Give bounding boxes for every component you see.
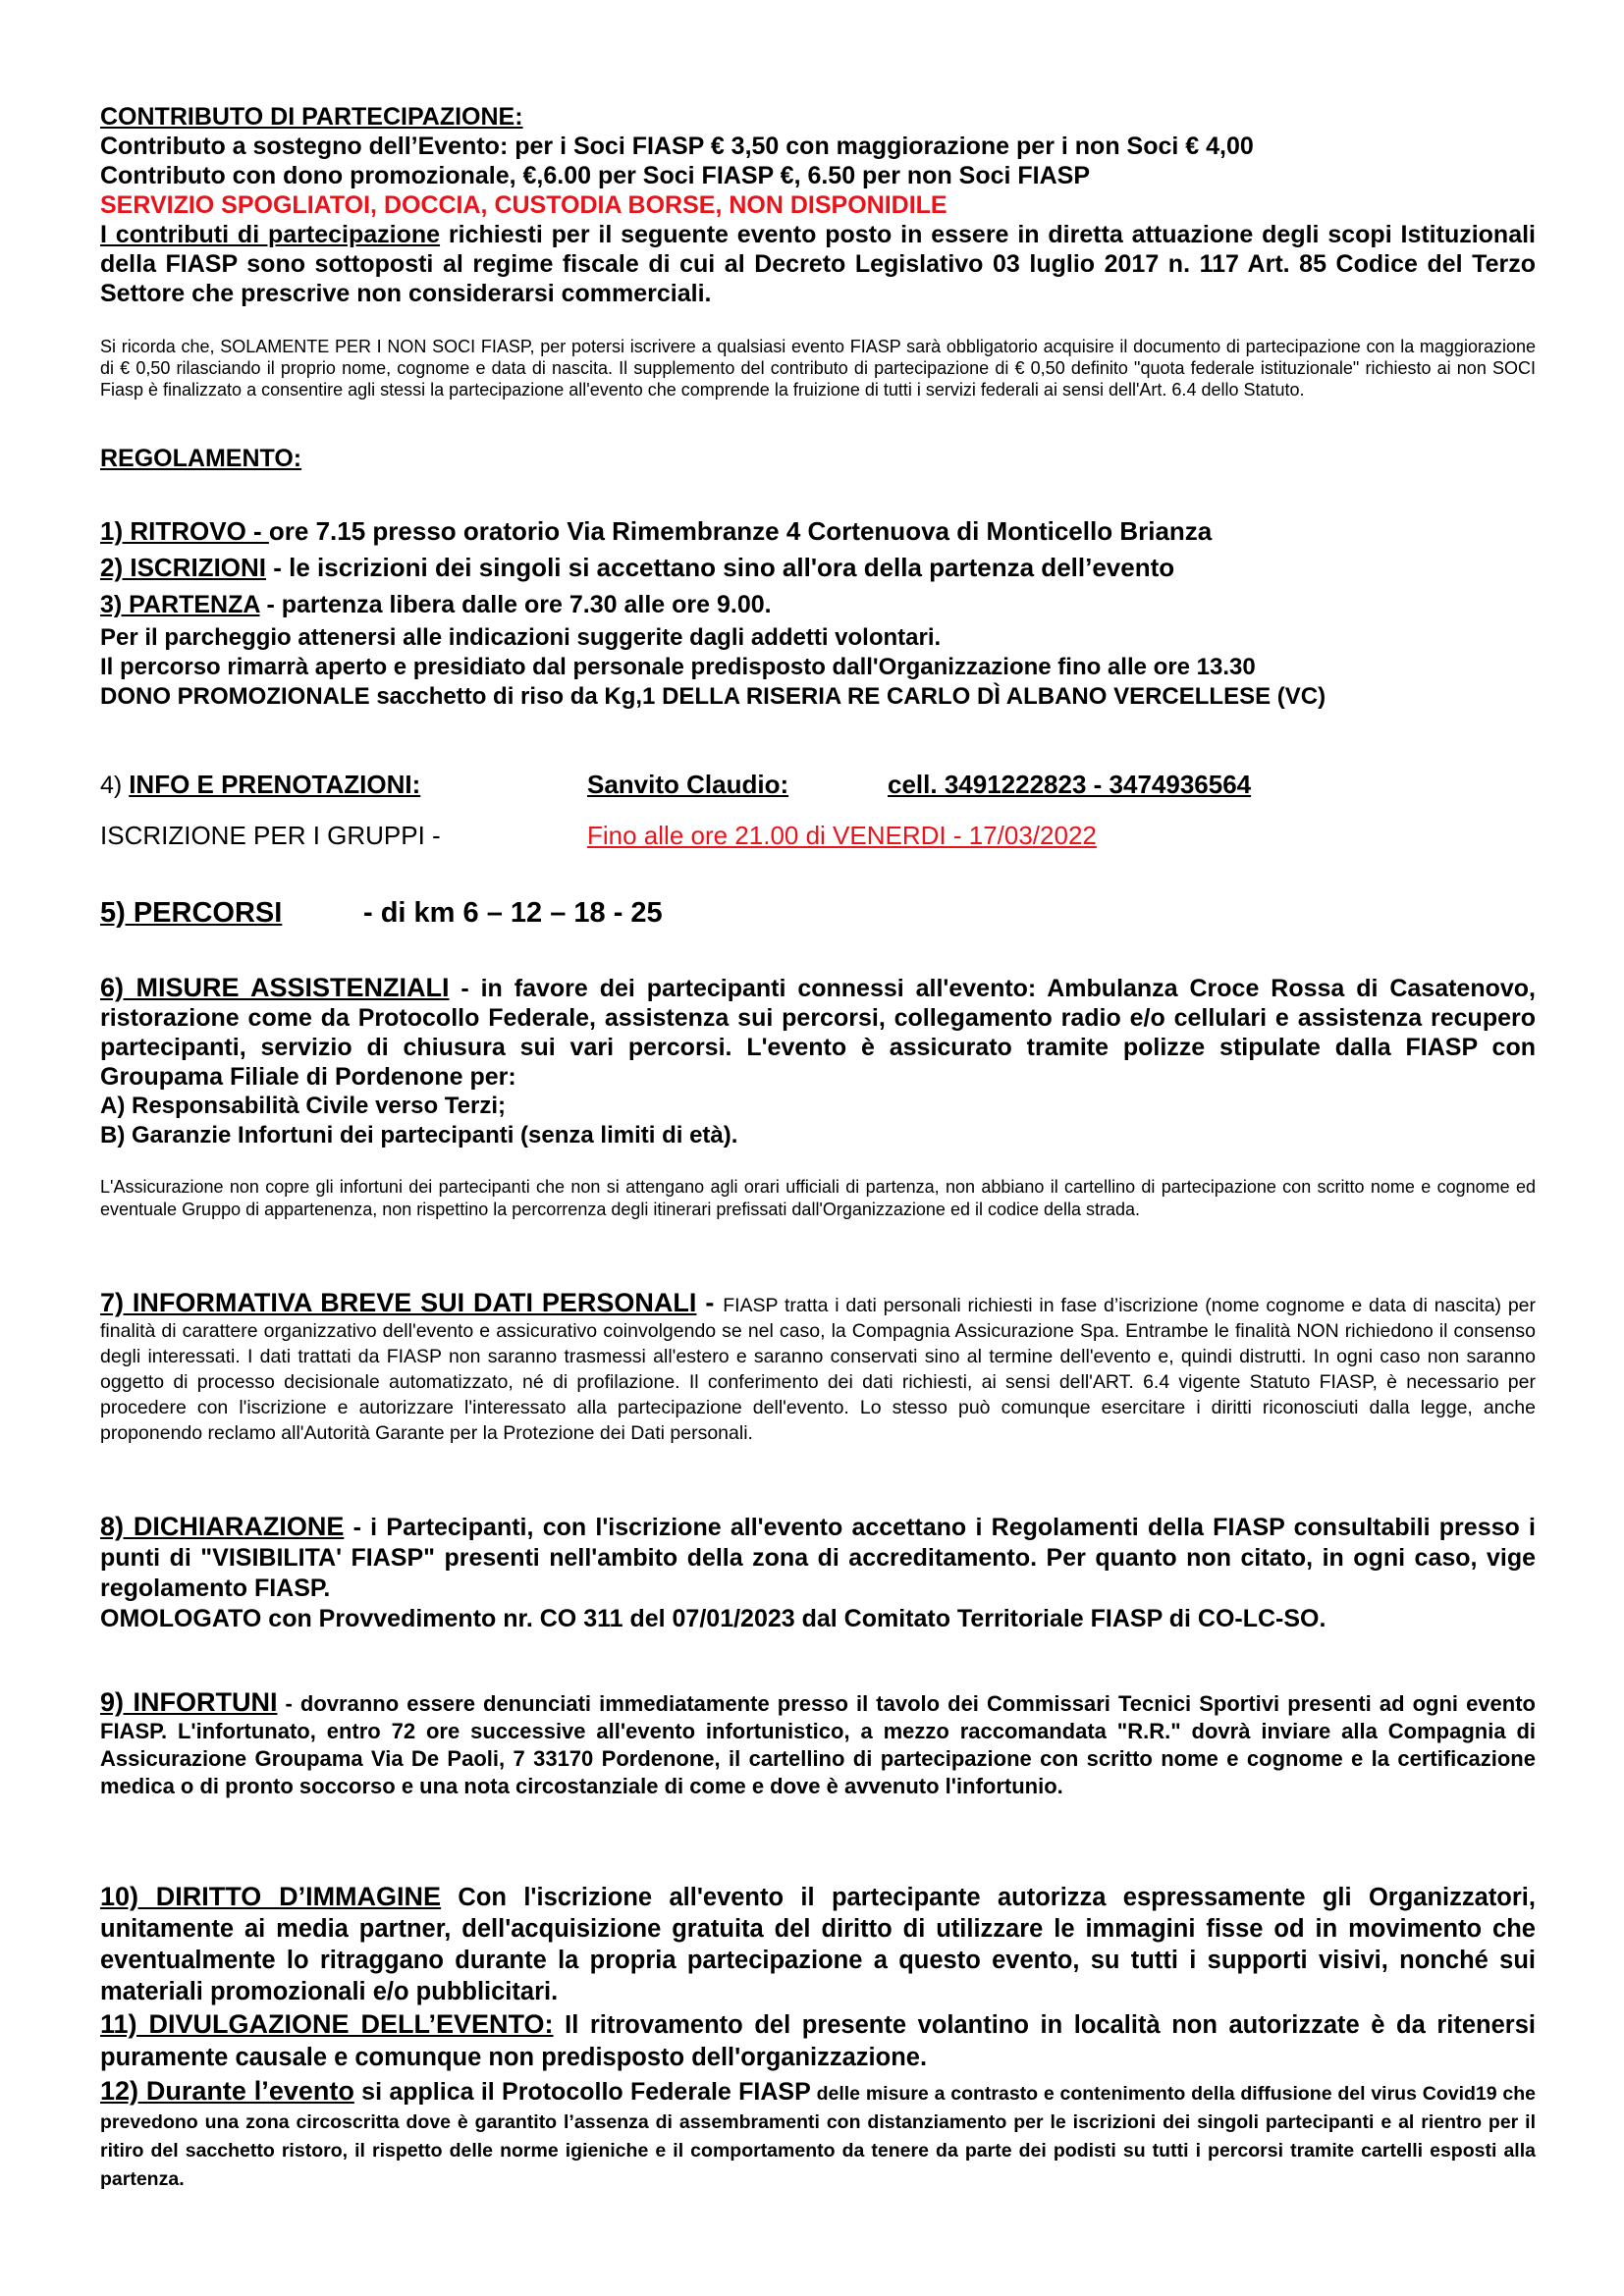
parcheggio-line: Per il parcheggio attenersi alle indicazioni suggerite dagli addetti volontari. <box>100 624 942 651</box>
informativa-section <box>100 1290 1536 1446</box>
durante-section <box>100 2077 1536 2194</box>
partenza-head: 3) PARTENZA <box>100 591 260 618</box>
contributo-line-2: Contributo con dono promozionale, €,6.00 per Soci FIASP €, 6.50 per non Soci FIASP <box>100 162 1091 189</box>
percorsi-head: 5) PERCORSI <box>100 897 283 929</box>
infortuni-section <box>100 1688 1536 1800</box>
info-row <box>100 768 1536 802</box>
iscrizioni-head: 2) ISCRIZIONI <box>100 553 267 582</box>
dichiarazione-text: - i Partecipanti, con l'iscrizione all'evento accettano i Regolamenti della FIASP consultabili presso i punti di "VISIBILITA' FIASP" presenti nell'ambito della zona di accreditamento. Per quanto non citato, in ogni caso, vige regolamento FIASP. <box>100 1514 1536 1602</box>
gruppi-deadline: Fino alle ore 21.00 di VENERDI - 17/03/2022 <box>587 821 1097 850</box>
durante-head: 12) Durante l’evento <box>100 2076 354 2106</box>
gruppi-row <box>100 819 1536 852</box>
contributo-title: CONTRIBUTO DI PARTECIPAZIONE: <box>100 103 523 131</box>
misure-section <box>100 973 1536 1150</box>
durante-text-big: si applica il Protocollo Federale FIASP <box>353 2078 811 2106</box>
percorsi-row <box>100 895 1536 931</box>
info-phones: cell. 3491222823 - 3474936564 <box>888 770 1252 799</box>
contributo-section <box>100 102 1536 308</box>
iscrizioni-line <box>100 549 1536 586</box>
info-contact: Sanvito Claudio: <box>587 770 789 799</box>
divulgazione-head: 11) DIVULGAZIONE DELL’EVENTO: <box>100 2009 554 2039</box>
misure-text: - in favore dei partecipanti connessi all'evento: Ambulanza Croce Rossa di Casatenovo, ristorazione come da Protocollo Federale, assistenza sui percorsi, collegamento radio e/o cellulari e assistenza recupero partecipanti, servizio di chiusura sui vari percorsi. L'evento è assicurato tramite polizze stipulate dalla FIASP con Groupama Filiale di Pordenone per: <box>100 975 1537 1091</box>
iscrizioni-text: - le iscrizioni dei singoli si accettano sino all'ora della partenza dell’evento <box>266 553 1175 582</box>
misure-note: L'Assicurazione non copre gli infortuni dei partecipanti che non si attengano agli orari ufficiali di partenza, non abbiano il cartellino di partecipazione con scritto nome e cognome ed eventuale Gruppo di appartenenza, non rispettino la percorrenza degli itinerari prefissati dall'Organizzazione ed il codice della strada. <box>100 1177 1536 1219</box>
dichiarazione-section <box>100 1512 1536 1634</box>
dichiarazione-paragraph <box>100 1512 1536 1604</box>
diritto-head: 10) DIRITTO D’IMMAGINE <box>100 1882 442 1911</box>
info-head: INFO E PRENOTAZIONI: <box>129 770 421 799</box>
percorso-line: Il percorso rimarrà aperto e presidiato dal personale predisposto dall'Organizzazione fino alle ore 13.30 <box>100 654 1256 680</box>
divulgazione-section <box>100 2008 1536 2074</box>
informativa-text: FIASP tratta i dati personali richiesti in fase d’iscrizione (nome cognome e data di nascita) per finalità di carattere organizzativo dell'evento e assicurativo coinvolgendo se nel caso, la Compagnia Assicurazione Spa. Entrambe le finalità NON richiedono il consenso degli interessati. I dati trattati da FIASP non saranno trasmessi all'estero e saranno conservati sino al termine dell'evento e, quindi distrutti. In ogni caso non saranno oggetto di processo decisionale automatizzato, né di profilazione. Il conferimento dei dati richiesti, ai sensi dell'ART. 6.4 vigente Statuto FIASP, è necessario per procedere con l'iscrizione e autorizzare l'interessato alla partecipazione dell'evento. Lo stesso può comunque esercitare i diritti riconosciuti dalla legge, anche proponendo reclamo all'Autorità Garante per la Protezione dei Dati personali. <box>100 1295 1537 1444</box>
contributi-underlined: I contributi di partecipazione <box>100 221 441 248</box>
ritrovo-line <box>100 513 1536 549</box>
infortuni-text: - dovranno essere denunciati immediatamente presso il tavolo dei Commissari Tecnici Sportivi presenti ad ogni evento FIASP. L'infortunato, entro 72 ore successive all'evento infortunistico, a mezzo raccomandata "R.R." dovrà inviare alla Compagnia di Assicurazione Groupama Via De Paoli, 7 33170 Pordenone, il cartellino di partecipazione con scritto nome e cognome e la certificazione medica o di pronto soccorso e una nota circostanziale di come e dove è avvenuto l'infortunio. <box>100 1691 1536 1798</box>
regolamento-title: REGOLAMENTO: <box>100 445 302 472</box>
regolamento-section <box>100 513 1536 712</box>
servizio-notice: SERVIZIO SPOGLIATOI, DOCCIA, CUSTODIA BORSE, NON DISPONIDILE <box>100 191 947 219</box>
misure-head: 6) MISURE ASSISTENZIALI <box>100 973 450 1002</box>
partenza-line <box>100 586 1536 623</box>
dichiarazione-head: 8) DICHIARAZIONE <box>100 1512 345 1541</box>
ritrovo-head: 1) RITROVO - <box>100 516 269 546</box>
durante-text-small: delle misure a contrasto e contenimento della diffusione del virus Covid19 che prevedono una zona circoscritta dove è garantito l’assenza di assembramenti con distanziamento per le iscrizioni dei singoli partecipanti e al rientro per il ritiro del sacchetto ristoro, il rispetto delle norme igieniche e il comportamento da tenere da parte dei podisti su tutti i percorsi tramite cartelli esposti alla partenza. <box>100 2083 1536 2190</box>
omologato-line: OMOLOGATO con Provvedimento nr. CO 311 del 07/01/2023 dal Comitato Territoriale FIASP di CO-LC-SO. <box>100 1605 1326 1632</box>
contributo-line-1: Contributo a sostegno dell’Evento: per i Soci FIASP € 3,50 con maggiorazione per i non Soci € 4,00 <box>100 133 1254 160</box>
diritto-text: Con l'iscrizione all'evento il partecipante autorizza espressamente gli Organizzatori, unitamente ai media partner, dell'acquisizione gratuita del diritto di utilizzare le immagini fisse od in movimento che eventualmente lo ritraggano durante la propria partecipazione a questo evento, su tutti i supporti visivi, nonché sui materiali promozionali e/o pubblicitari. <box>100 1884 1536 2005</box>
infortuni-head: 9) INFORTUNI <box>100 1687 278 1717</box>
info-num: 4) <box>100 772 130 799</box>
informativa-head: 7) INFORMATIVA BREVE SUI DATI PERSONALI <box>100 1288 697 1317</box>
informativa-dash: - <box>696 1288 724 1317</box>
contributi-paragraph <box>100 220 1536 308</box>
contributi-text: richiesti per il seguente evento posto in essere in diretta attuazione degli scopi Istituzionali della FIASP sono sottoposti al regime fiscale di cui al Decreto Legislativo 03 luglio 2017 n. 117 Art. 85 Codice del Terzo Settore che prescrive non considerarsi commerciali. <box>100 221 1537 307</box>
divulgazione-text: Il ritrovamento del presente volantino in località non autorizzate è da ritenersi puramente causale e comunque non predisposto dell'organizzazione. <box>100 2011 1536 2071</box>
percorsi-text: - di km 6 – 12 – 18 - 25 <box>363 897 663 929</box>
diritto-section <box>100 1881 1536 2007</box>
dono-line: DONO PROMOZIONALE sacchetto di riso da Kg,1 DELLA RISERIA RE CARLO DÌ ALBANO VERCELLESE (VC) <box>100 683 1326 710</box>
misure-b: B) Garanzie Infortuni dei partecipanti (senza limiti di età). <box>100 1122 738 1148</box>
ritrovo-text: ore 7.15 presso oratorio Via Rimembranze 4 Cortenuova di Monticello Brianza <box>268 516 1213 546</box>
misure-a: A) Responsabilità Civile verso Terzi; <box>100 1093 507 1119</box>
gruppi-label: ISCRIZIONE PER I GRUPPI - <box>100 821 441 850</box>
contributo-note: Si ricorda che, SOLAMENTE PER I NON SOCI FIASP, per potersi iscrivere a qualsiasi evento FIASP sarà obbligatorio acquisire il documento di partecipazione con la maggiorazione di € 0,50 rilasciando il proprio nome, cognome e data di nascita. Il supplemento del contributo di partecipazione di € 0,50 definito "quota federale istituzionale" richiesto ai non SOCI Fiasp è finalizzato a consentire agli stessi la partecipazione all'evento che comprende la fruizione di tutti i servizi federali ai sensi dell'Art. 6.4 dello Statuto. <box>100 337 1536 400</box>
misure-paragraph <box>100 973 1536 1092</box>
partenza-text: - partenza libera dalle ore 7.30 alle ore 9.00. <box>259 591 772 618</box>
